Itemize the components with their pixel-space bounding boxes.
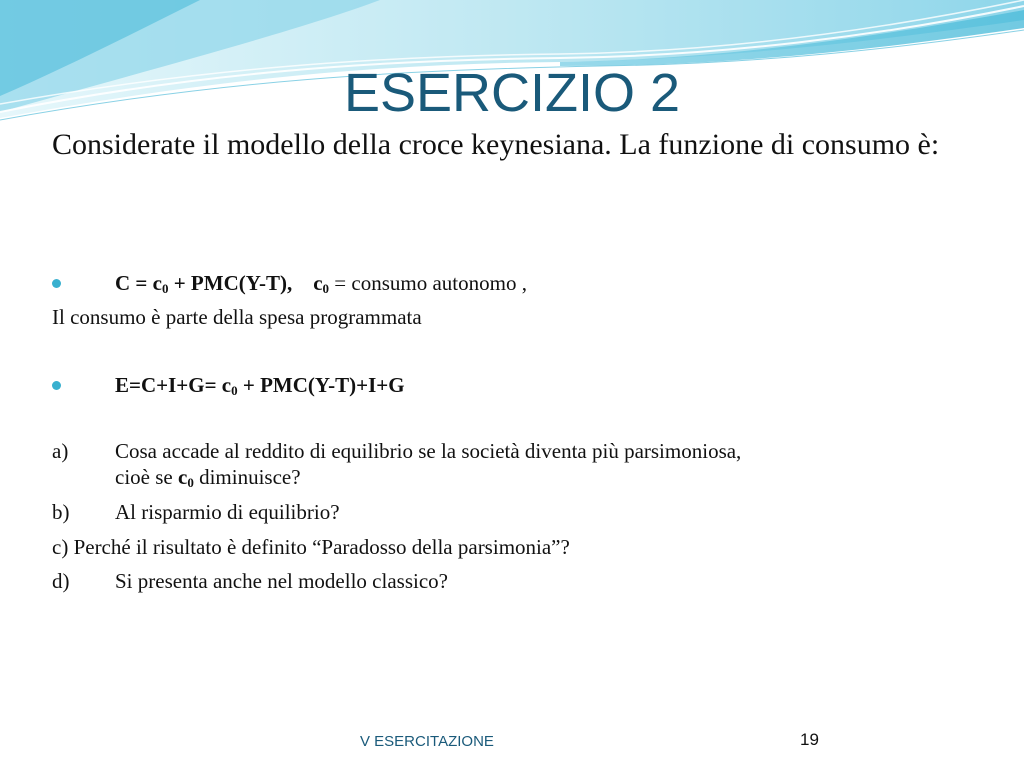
question-b (52, 499, 992, 525)
question-d (52, 568, 992, 594)
question-b-text: Al risparmio di equilibrio? (115, 500, 340, 524)
question-a-text: Cosa accade al reddito di equilibrio se la società diventa più parsimoniosa, cioè se $c_0$ diminuisce? (115, 439, 742, 490)
intro-text: Considerate il modello della croce keynesiana. La funzione di consumo è: (52, 128, 940, 161)
consumption-note: Il consumo è parte della spesa programmata (52, 305, 422, 329)
expenditure-equation: $E=C+I+G= c_0 + PMC(Y-T)+I+G$ (115, 373, 405, 398)
slide-title: ESERCIZIO 2 (343, 63, 681, 123)
question-d-label: d) (52, 569, 70, 593)
consumption-equation: $C = c_0 + PMC(Y-T)$, $c_0$ = consumo autonomo , (115, 271, 527, 296)
footer-text: V ESERCITAZIONE (360, 733, 494, 750)
bullet-dot-icon (52, 279, 61, 288)
question-d-text: Si presenta anche nel modello classico? (115, 569, 448, 593)
question-a (52, 438, 992, 490)
page-number: 19 (800, 730, 819, 749)
question-c: c) Perché il risultato è definito “Paradosso della parsimonia”? (52, 535, 570, 559)
bullet-dot-icon (52, 381, 61, 390)
question-b-label: b) (52, 500, 70, 524)
question-a-label: a) (52, 439, 69, 463)
